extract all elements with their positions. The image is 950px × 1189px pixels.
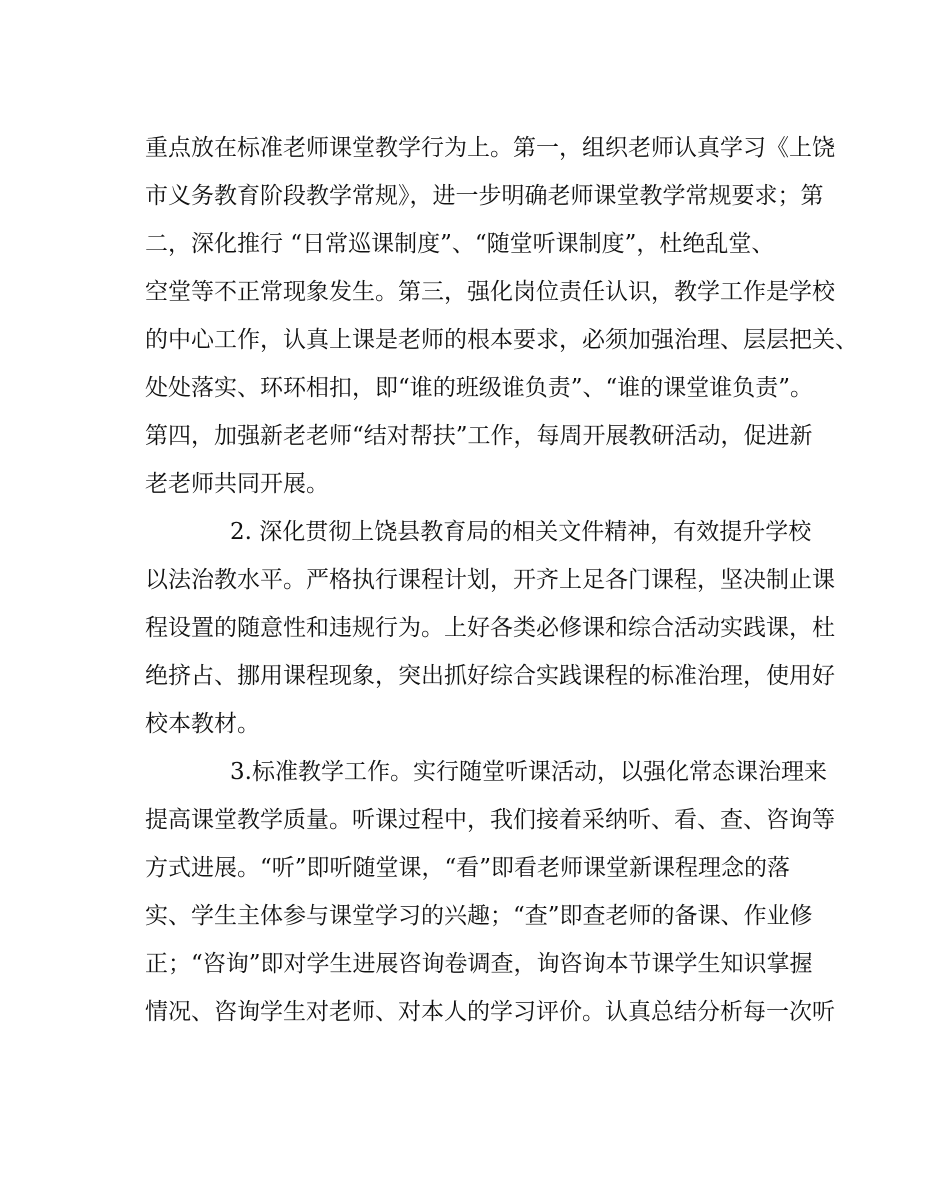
text-line-15: 提高课堂教学质量。听课过程中，我们接着采纳听、看、查、咨询等 — [145, 807, 835, 833]
text-line-8: 老老师共同开展。 — [145, 471, 329, 497]
text-line-10: 以法治教水平。严格执行课程计划，开齐上足各门课程，坚决制止课 — [145, 567, 835, 593]
text-line-3: 二，深化推行 “日常巡课制度”、“随堂听课制度”，杜绝乱堂、 — [145, 231, 775, 257]
text-line-6: 处处落实、环环相扣，即“谁的班级谁负责”、“谁的课堂谁负责”。 — [145, 375, 814, 401]
text-line-7: 第四，加强新老老师“结对帮扶”工作，每周开展教研活动，促进新 — [145, 423, 813, 449]
text-line-4: 空堂等不正常现象发生。第三，强化岗位责任认识，教学工作是学校 — [145, 279, 835, 305]
text-line-19: 情况、咨询学生对老师、对本人的学习评价。认真总结分析每一次听 — [145, 999, 835, 1025]
text-line-1: 重点放在标准老师课堂教学行为上。第一，组织老师认真学习《上饶 — [145, 135, 835, 161]
text-line-13: 校本教材。 — [145, 711, 260, 737]
text-line-5: 的中心工作，认真上课是老师的根本要求，必须加强治理、层层把关、 — [145, 327, 858, 353]
text-line-11: 程设置的随意性和违规行为。上好各类必修课和综合活动实践课，杜 — [145, 615, 835, 641]
text-line-16: 方式进展。“听”即听随堂课，“看”即看老师课堂新课程理念的落 — [145, 855, 791, 881]
paragraph-2-first-line: 2. 深化贯彻上饶县教育局的相关文件精神，有效提升学校 — [230, 519, 812, 545]
text-line-2: 市义务教育阶段教学常规》，进一步明确老师课堂教学常规要求；第 — [145, 183, 824, 209]
text-line-12: 绝挤占、挪用课程现象，突出抓好综合实践课程的标准治理，使用好 — [145, 663, 835, 689]
text-line-17: 实、学生主体参与课堂学习的兴趣；“查”即查老师的备课、作业修 — [145, 903, 813, 929]
text-line-18: 正；“咨询”即对学生进展咨询卷调查，询咨询本节课学生知识掌握 — [145, 951, 813, 977]
paragraph-3-first-line: 3.标准教学工作。实行随堂听课活动，以强化常态课治理来 — [230, 759, 827, 785]
